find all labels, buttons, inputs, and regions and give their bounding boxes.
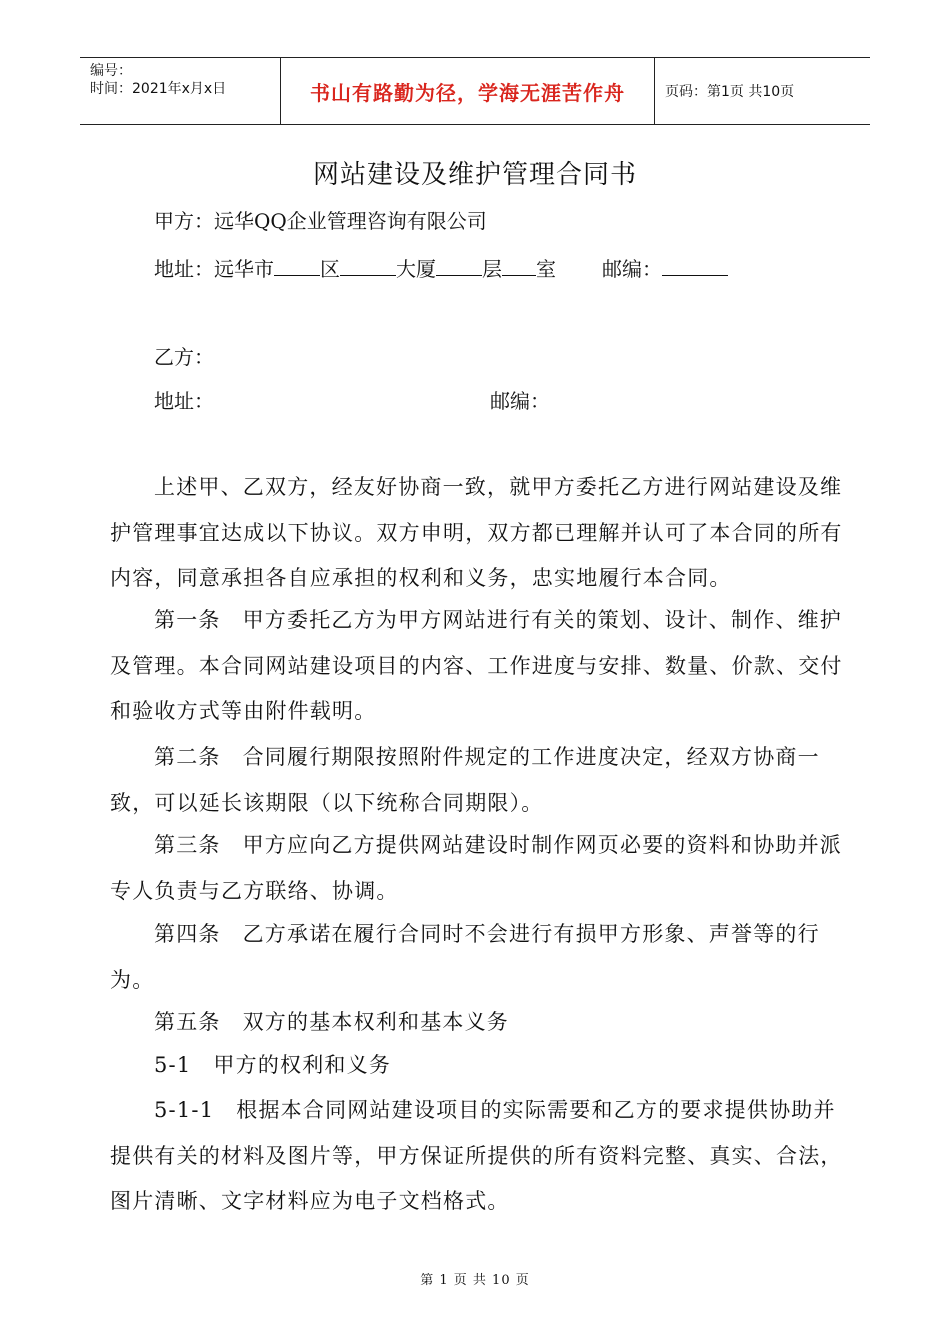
article-text: 乙方承诺在履行合同时不会进行有损甲方形象、声誉等的行为。 [110,922,820,992]
article-number: 第一条 [154,608,221,632]
header-meta [80,58,281,124]
clause-text: 根据本合同网站建设项目的实际需要和乙方的要求提供协助并提供有关的材料及图片等，甲方保证所提供的所有资料完整、真实、合法，图片清晰、文字材料应为电子文档格式。 [110,1098,843,1213]
floor-blank[interactable] [436,255,482,276]
time-label: 时间：2021年x月x日 [90,81,227,97]
clause-number: 5-1 [154,1053,192,1077]
article-text: 双方的基本权利和基本义务 [242,1010,510,1034]
page-footer: 第 1 页 共 10 页 [420,1273,530,1288]
district-label: 区 [320,257,340,281]
contract-title: 网站建设及维护管理合同书 [312,160,637,190]
header-page-info: 页码：第1页 共10页 [665,84,795,100]
building-label: 大厦 [396,257,436,281]
article-number: 第三条 [154,833,221,857]
building-blank[interactable] [340,255,396,276]
article-2 [110,735,850,826]
article-text: 甲方应向乙方提供网站建设时制作网页必要的资料和协助并派专人负责与乙方联络、协调。 [110,833,843,903]
party-a-address-label: 地址：远华市 [154,257,274,281]
article-3 [110,823,850,914]
clause-5-1 [110,1043,850,1089]
article-number: 第二条 [154,745,221,769]
header-motto: 书山有路勤为径，学海无涯苦作舟 [281,58,655,124]
floor-label: 层 [482,257,502,281]
paragraph-text: 上述甲、乙双方，经友好协商一致，就甲方委托乙方进行网站建设及维护管理事宜达成以下协议。双方申明，双方都已理解并认可了本合同的所有内容，同意承担各自应承担的权利和义务，忠实地履行本合同。 [110,475,843,590]
intro-paragraph [110,465,850,602]
clause-5-1-1 [110,1088,850,1225]
party-b-address-label: 地址： [154,389,214,413]
party-a-address [154,253,728,282]
article-1 [110,598,850,735]
article-text: 合同履行期限按照附件规定的工作进度决定，经双方协商一致，可以延长该期限（以下统称合同期限）。 [110,745,820,815]
article-number: 第五条 [154,1010,221,1034]
document-header [80,57,870,125]
party-a-postcode-blank[interactable] [662,255,728,276]
room-label: 室 [536,257,556,281]
party-b-postcode-label: 邮编： [490,389,550,413]
article-number: 第四条 [154,922,221,946]
clause-text: 甲方的权利和义务 [213,1053,392,1077]
clause-number: 5-1-1 [154,1098,215,1122]
party-a-name: 甲方：远华QQ企业管理咨询有限公司 [154,209,487,233]
article-text: 甲方委托乙方为甲方网站进行有关的策划、设计、制作、维护及管理。本合同网站建设项目的内容、工作进度与安排、数量、价款、交付和验收方式等由附件载明。 [110,608,843,723]
room-blank[interactable] [502,255,536,276]
district-blank[interactable] [274,255,320,276]
party-a-postcode-label: 邮编： [602,257,662,281]
article-4 [110,912,850,1003]
article-5 [110,1000,850,1046]
party-b-name: 乙方： [154,345,214,369]
number-label: 编号： [90,63,132,79]
